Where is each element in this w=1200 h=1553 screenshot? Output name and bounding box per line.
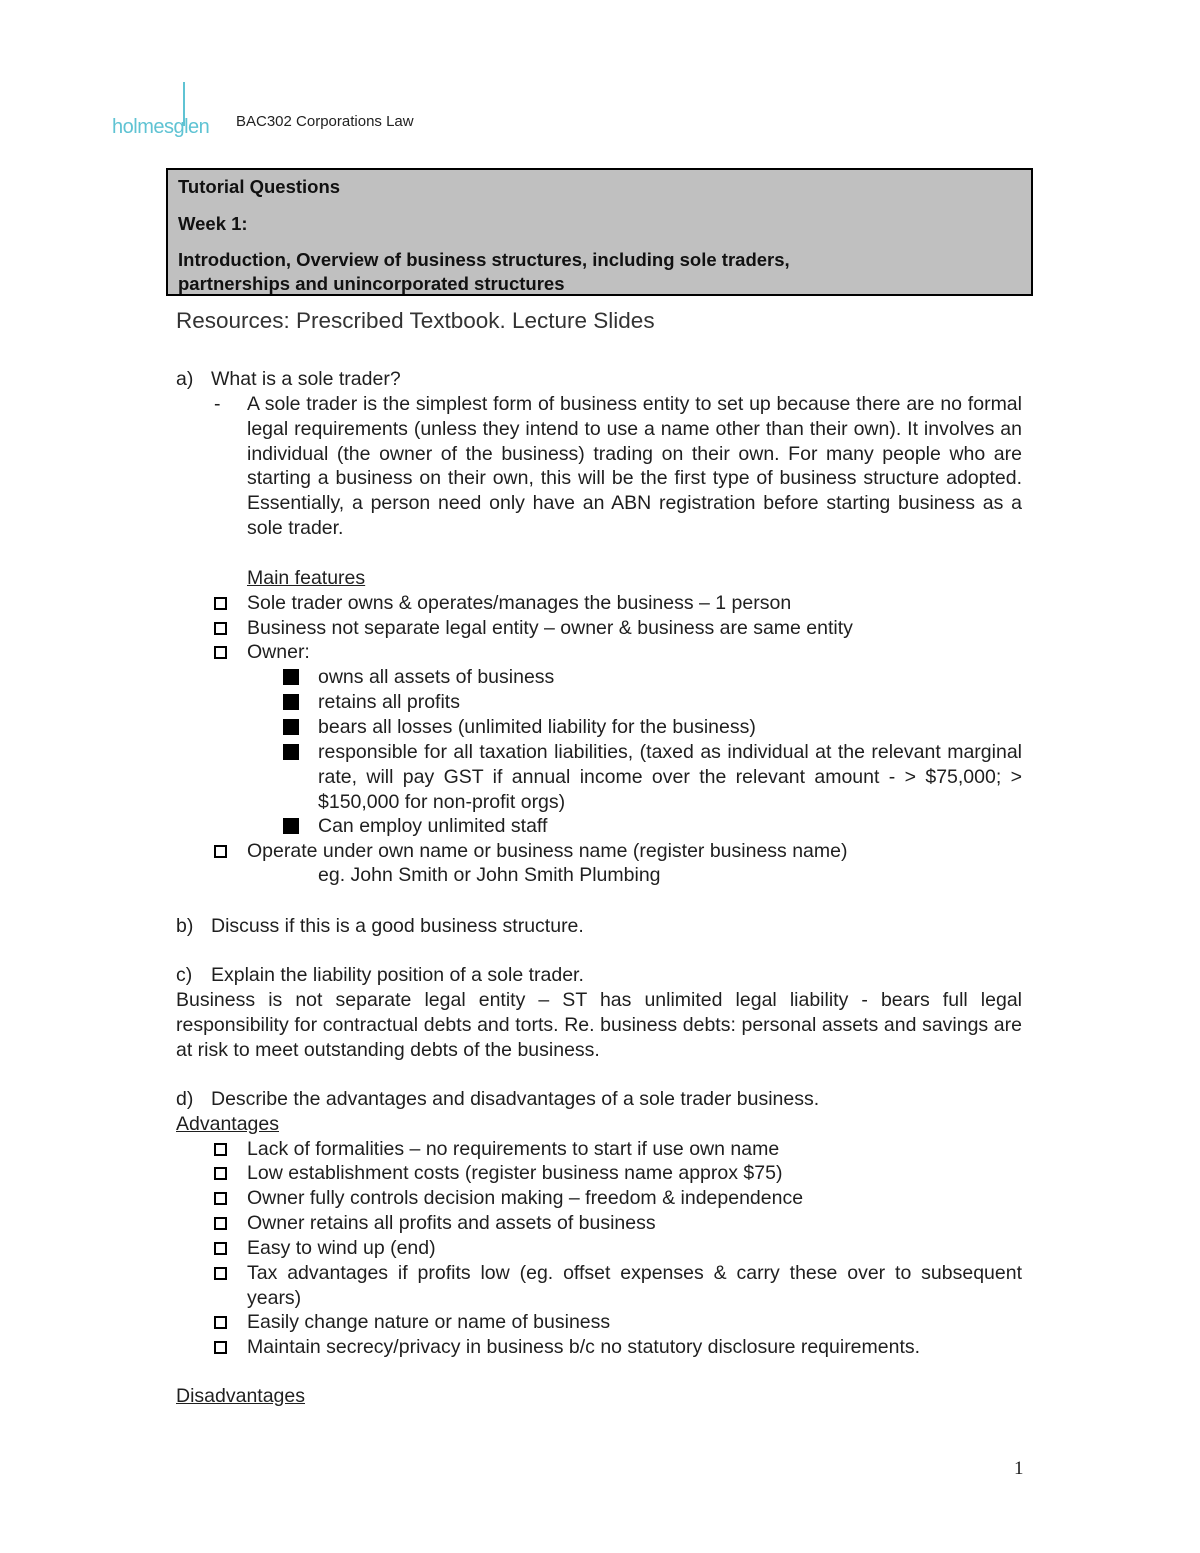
main-features-heading: Main features [247, 567, 366, 589]
advantage-item: Tax advantages if profits low (eg. offset expenses & carry these over to subsequent years) [247, 1262, 1022, 1309]
advantage-item: Maintain secrecy/privacy in business b/c no statutory disclosure requirements. [247, 1336, 921, 1358]
owner-point: bears all losses (unlimited liability for the business) [318, 716, 756, 738]
square-bullet-icon [283, 744, 299, 760]
owner-point: Can employ unlimited staff [318, 815, 548, 837]
checkbox-bullet-icon [214, 1316, 227, 1329]
checkbox-bullet-icon [214, 1217, 227, 1230]
disadvantages-heading: Disadvantages [176, 1385, 305, 1407]
square-bullet-icon [283, 669, 299, 685]
owner-point: owns all assets of business [318, 666, 555, 688]
advantage-item: Low establishment costs (register business name approx $75) [247, 1162, 783, 1184]
checkbox-bullet-icon [214, 1341, 227, 1354]
operate-point: Operate under own name or business name (register business name) [247, 840, 848, 862]
question-d-label: d) [176, 1088, 194, 1110]
question-a-label: a) [176, 368, 194, 390]
square-bullet-icon [283, 719, 299, 735]
holmesglen-logo [112, 82, 212, 142]
advantage-item: Lack of formalities – no requirements to start if use own name [247, 1138, 780, 1160]
checkbox-bullet-icon [214, 1242, 227, 1255]
question-a-answer: A sole trader is the simplest form of business entity to set up because there are no formal legal requirements (unless they intend to use a name other than their own). It involves an individual (the owner of the business) trading on their own. For many people who are starting a business on their own, this will be the first type of business structure adopted. Essentially, a person need only have an ABN registration before starting business as a sole trader. [247, 393, 1022, 539]
feature-item: Business not separate legal entity – owner & business are same entity [247, 617, 853, 639]
title-topic-line1: Introduction, Overview of business structures, including sole traders, [178, 249, 790, 270]
title-tutorial-questions: Tutorial Questions [178, 176, 341, 197]
checkbox-bullet-icon [214, 622, 227, 635]
question-c-text: Explain the liability position of a sole trader. [211, 964, 584, 986]
square-bullet-icon [283, 694, 299, 710]
operate-example: eg. John Smith or John Smith Plumbing [318, 864, 661, 886]
checkbox-bullet-icon [214, 845, 227, 858]
checkbox-bullet-icon [214, 1167, 227, 1180]
advantage-item: Owner fully controls decision making – freedom & independence [247, 1187, 804, 1209]
title-week: Week 1: [178, 213, 248, 234]
page-number: 1 [1014, 1458, 1024, 1479]
question-b-label: b) [176, 915, 194, 937]
question-a-text: What is a sole trader? [211, 368, 401, 390]
feature-item: Owner: [247, 641, 310, 663]
course-title: BAC302 Corporations Law [236, 113, 414, 130]
question-c-label: c) [176, 964, 193, 986]
advantage-item: Easy to wind up (end) [247, 1237, 436, 1259]
advantage-item: Owner retains all profits and assets of business [247, 1212, 656, 1234]
advantages-heading: Advantages [176, 1113, 279, 1135]
advantage-item: Easily change nature or name of business [247, 1311, 611, 1333]
title-topic-line2: partnerships and unincorporated structures [178, 273, 565, 294]
checkbox-bullet-icon [214, 1267, 227, 1280]
owner-point: responsible for all taxation liabilities, (taxed as individual at the relevant marginal rate, will pay GST if annual income over the relevant amount - > $75,000; > $150,000 for non-profit orgs) [318, 741, 1022, 813]
logo-text: holmesglen [112, 116, 210, 138]
question-d-text: Describe the advantages and disadvantages of a sole trader business. [211, 1088, 820, 1110]
checkbox-bullet-icon [214, 646, 227, 659]
question-b-text: Discuss if this is a good business structure. [211, 915, 584, 937]
square-bullet-icon [283, 818, 299, 834]
checkbox-bullet-icon [214, 1192, 227, 1205]
resources-line: Resources: Prescribed Textbook. Lecture Slides [176, 308, 655, 333]
question-c-answer: Business is not separate legal entity – ST has unlimited legal liability - bears full legal responsibility for contractual debts and torts. Re. business debts: personal assets and savings are at risk to meet outstanding debts of the business. [176, 989, 1022, 1061]
tutorial-title-box [166, 168, 1033, 296]
answer-dash: - [214, 393, 221, 415]
checkbox-bullet-icon [214, 1143, 227, 1156]
checkbox-bullet-icon [214, 597, 227, 610]
feature-item: Sole trader owns & operates/manages the business – 1 person [247, 592, 792, 614]
owner-point: retains all profits [318, 691, 460, 713]
